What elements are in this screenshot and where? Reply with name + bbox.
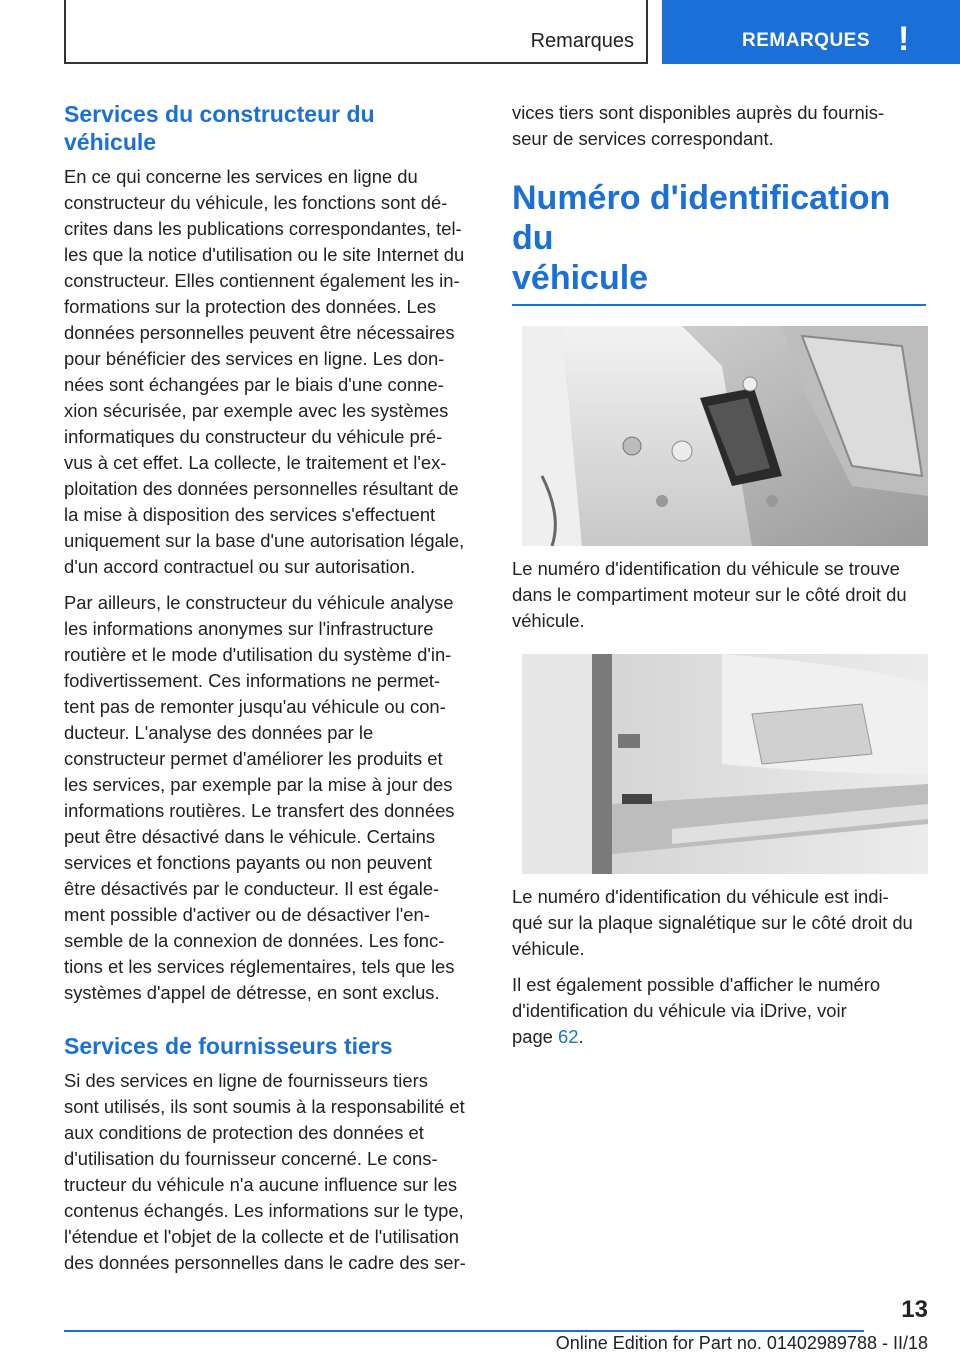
idrive-period: . xyxy=(578,1026,584,1047)
paragraph-continued: vices tiers sont disponibles auprès du fournis- seur de services correspondant. xyxy=(512,102,885,149)
paragraph-idrive xyxy=(512,972,926,1050)
footer-divider xyxy=(64,1330,864,1332)
idrive-text: Il est également possible d'afficher le numéro d'identification du véhicule via iDrive, voir page xyxy=(512,974,881,1047)
paragraph-online-services: En ce qui concerne les services en ligne du constructeur du véhicule, les fonctions sont dé- crites dans les publications correspondantes, tel- les que la notice d'utilisation ou le site Internet du constructeur. Elles contiennent également les in- formations sur la protection des données. Les données personnelles peuvent être nécessaires pour bénéficier des services en ligne. Les don- nées sont échangées par le biais d'une conne- xion sécurisée, par exemple avec les systèmes informatiques du constructeur du véhicule pré- vus à cet effet. La collecte, le traitement et l'ex- ploitation des données personnelles résultant de la mise à disposition des services s'effectuent uniquement sur la base d'une autorisation légale, d'un accord contractuel ou sur autorisation. xyxy=(64,166,465,577)
exclamation-icon: ! xyxy=(898,20,910,58)
section-heading-third-party: Services de fournisseurs tiers xyxy=(64,1033,393,1059)
page-reference-link[interactable]: 62 xyxy=(558,1026,579,1047)
paragraph-third-party: Si des services en ligne de fournisseurs tiers sont utilisés, ils sont soumis à la responsabilité et aux conditions de protection des données et d'utilisation du fournisseur concerné. Le cons- tructeur du véhicule n'a aucune influence sur les contenus échangés. Les informations sur le type, l'étendue et l'objet de la collecte et de l'utilisation des données personnelles dans le cadre des ser- xyxy=(64,1070,466,1273)
paragraph-anonymous-data: Par ailleurs, le constructeur du véhicule analyse les informations anonymes sur l'infrastructure routière et le mode d'utilisation du système d'in- fodivertissement. Ces informations ne permet- tent pas de remonter jusqu'au véhicule ou con- ducteur. L'analyse des données par le constructeur permet d'améliorer les produits et les services, par exemple par la mise à jour des informations routières. Le transfert des données peut être désactivé dans le véhicule. Certains services et fonctions payants ou non peuvent être désactivés par le conducteur. Il est égale- ment possible d'activer ou de désactiver l'en- semble de la connexion de données. Les fonc- tions et les services réglementaires, tels que les systèmes d'appel de détresse, en sont exclus. xyxy=(64,592,455,1003)
header-section-box xyxy=(64,0,648,64)
main-heading-vin: Numéro d'identification du véhicule xyxy=(512,179,891,297)
header-chapter-label: REMARQUES xyxy=(742,30,871,51)
header-section-label: Remarques xyxy=(530,30,634,52)
heading-divider xyxy=(512,304,926,306)
left-column xyxy=(64,100,478,1286)
footer-edition-text: Online Edition for Part no. 01402989788 - II/18 xyxy=(555,1333,928,1353)
header-chapter-tab[interactable] xyxy=(662,0,960,64)
engine-compartment-illustration xyxy=(522,326,928,546)
page-number: 13 xyxy=(901,1296,928,1323)
caption-engine-compartment: Le numéro d'identification du véhicule se trouve dans le compartiment moteur sur le côté droit du véhicule. xyxy=(512,558,907,631)
right-column xyxy=(512,100,926,1060)
door-sill-type-plate-illustration xyxy=(522,654,928,874)
section-heading-manufacturer-services: Services du constructeur du véhicule xyxy=(64,101,375,155)
caption-type-plate: Le numéro d'identification du véhicule est indi- qué sur la plaque signalétique sur le côté droit du véhicule. xyxy=(512,886,913,959)
